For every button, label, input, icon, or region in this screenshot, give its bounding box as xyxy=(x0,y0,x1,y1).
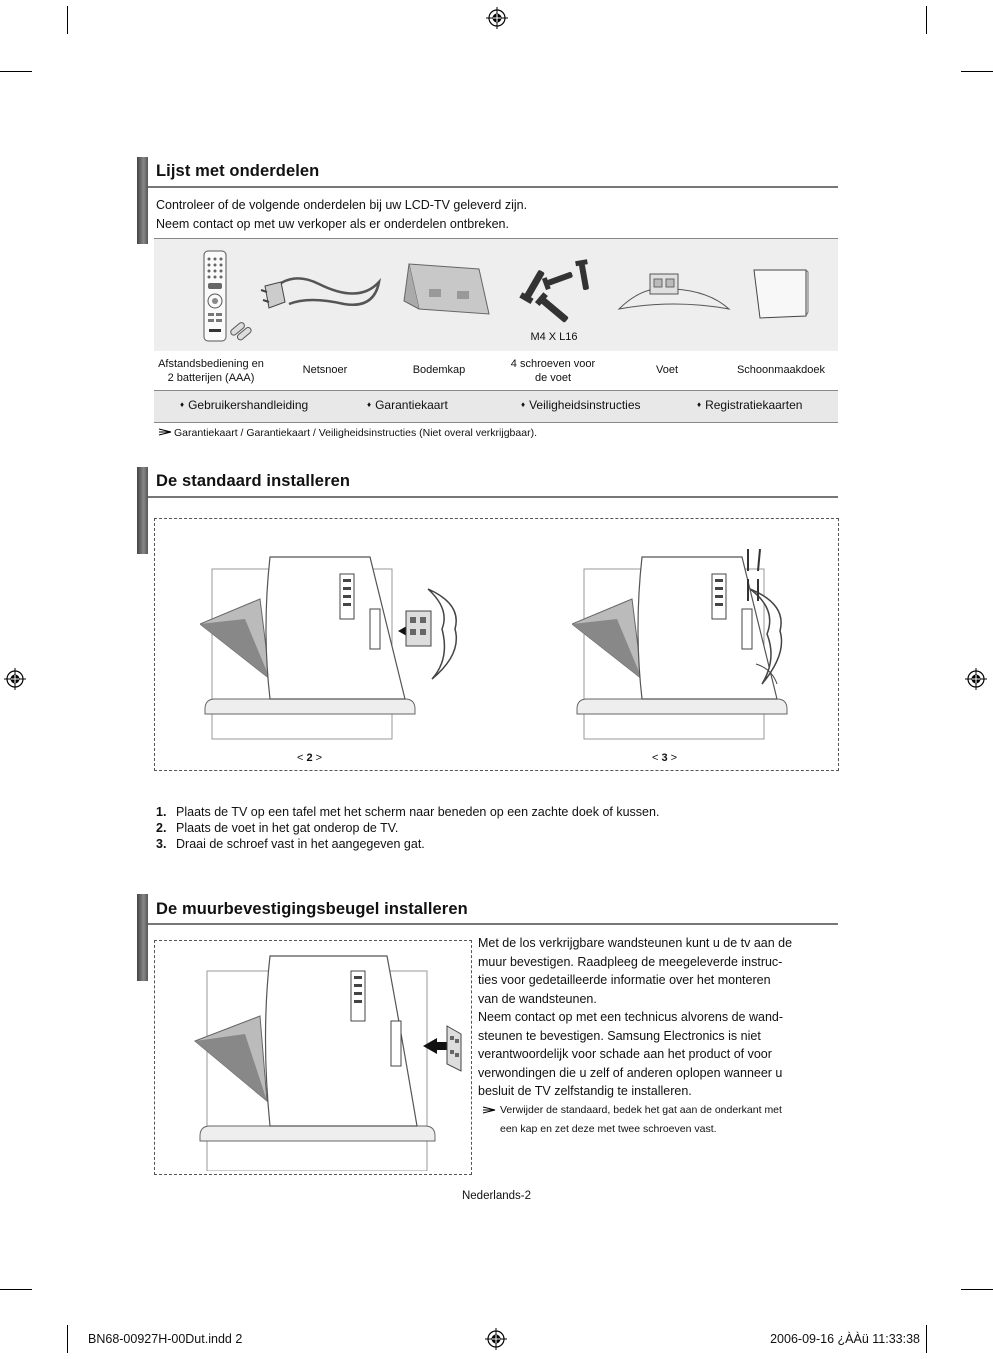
remote-control-icon xyxy=(194,249,254,344)
caption-number: 3 xyxy=(661,752,668,764)
registration-mark-icon xyxy=(965,668,987,690)
step-text: Plaats de TV op een tafel met het scherm naar beneden op een zachte doek of kussen. xyxy=(176,805,660,819)
part-label-line: 2 batterijen (AAA) xyxy=(167,372,255,384)
crop-mark xyxy=(926,1325,927,1353)
section-accent-bar xyxy=(137,467,148,554)
intro-text xyxy=(156,196,527,234)
figure-attach-stand xyxy=(200,549,480,749)
step-item xyxy=(156,820,659,836)
screws-icon xyxy=(509,259,599,334)
crop-mark xyxy=(0,1289,32,1290)
bottom-cover-icon xyxy=(399,259,494,324)
figure-caption-3 xyxy=(652,752,677,764)
registration-mark-icon xyxy=(4,668,26,690)
crop-mark xyxy=(67,1325,68,1353)
crop-mark xyxy=(961,1289,993,1290)
caption-bracket: > xyxy=(667,752,678,764)
paragraph-line: verwondingen die u zelf of anderen oplopen wanneer u xyxy=(478,1065,783,1080)
registration-mark-icon xyxy=(485,1328,507,1350)
doc-item-registration: ♦ Registratiekaarten xyxy=(697,398,802,412)
section-divider xyxy=(148,496,838,498)
step-number: 3. xyxy=(156,837,167,851)
section-title-stand: De standaard installeren xyxy=(156,472,351,490)
part-label-power-cord: Netsnoer xyxy=(302,364,348,376)
registration-mark-icon xyxy=(486,7,508,29)
part-label-stand: Voet xyxy=(655,364,679,376)
part-label-line: de voet xyxy=(534,372,572,384)
section-divider xyxy=(148,186,838,188)
installation-steps xyxy=(156,804,659,852)
figure-caption-2 xyxy=(297,752,322,764)
wall-mount-note xyxy=(500,1101,782,1139)
step-text: Plaats de voet in het gat onderop de TV. xyxy=(176,821,399,835)
note-arrow-icon xyxy=(158,427,172,437)
crop-mark xyxy=(961,71,993,72)
section-divider xyxy=(148,923,838,925)
stand-figure-frame xyxy=(154,518,839,771)
step-item xyxy=(156,804,659,820)
part-label-line: 4 schroeven voor xyxy=(510,358,596,370)
doc-item-warranty: ♦ Garantiekaart xyxy=(367,398,448,412)
parts-illustration-panel xyxy=(154,238,838,351)
note-arrow-icon xyxy=(482,1105,496,1115)
paragraph-line: van de wandsteunen. xyxy=(478,991,597,1006)
paragraph-line: verantwoordelijk voor schade aan het product of voor xyxy=(478,1047,772,1061)
part-label-remote xyxy=(154,357,268,385)
paragraph-line: muur bevestigen. Raadpleeg de meegeleverde instruc- xyxy=(478,954,783,969)
screw-spec-label: M4 X L16 xyxy=(530,331,578,343)
intro-line: Neem contact op met uw verkoper als er onderdelen ontbreken. xyxy=(156,217,509,231)
crop-mark xyxy=(67,6,68,34)
step-text: Draai de schroef vast in het aangegeven gat. xyxy=(176,837,425,851)
stand-icon xyxy=(614,269,734,319)
step-number: 1. xyxy=(156,805,167,819)
step-item xyxy=(156,836,659,852)
step-number: 2. xyxy=(156,821,167,835)
crop-mark xyxy=(0,71,32,72)
part-label-screws xyxy=(496,357,610,385)
page-number-label: Nederlands-2 xyxy=(461,1190,532,1202)
paragraph-line: Neem contact op met een technicus alvorens de wand- xyxy=(478,1010,784,1024)
paragraph-line: besluit de TV zelfstandig te installeren. xyxy=(478,1084,692,1098)
section-accent-bar xyxy=(137,157,148,244)
section-title-parts: Lijst met onderdelen xyxy=(156,162,320,180)
wall-mount-description xyxy=(478,934,823,1101)
power-cord-icon xyxy=(259,264,384,324)
intro-line: Controleer of de volgende onderdelen bij uw LCD-TV geleverd zijn. xyxy=(156,198,528,212)
figure-wall-mount xyxy=(155,946,471,1171)
doc-item-safety: ♦ Veiligheidsinstructies xyxy=(521,398,641,412)
paragraph-line: steunen te bevestigen. Samsung Electronics is niet xyxy=(478,1028,761,1043)
caption-bracket: > xyxy=(312,752,323,764)
part-label-line: Afstandsbediening en xyxy=(158,358,264,370)
caption-number: 2 xyxy=(306,752,313,764)
note-line: een kap en zet deze met twee schroeven vast. xyxy=(500,1123,717,1135)
crop-mark xyxy=(926,6,927,34)
paragraph-line: ties voor gedetailleerde informatie over het monteren xyxy=(478,973,771,987)
part-label-bottom-cover: Bodemkap xyxy=(412,364,466,376)
part-label-cloth: Schoonmaakdoek xyxy=(736,364,826,376)
caption-bracket: < xyxy=(297,752,307,764)
parts-note: Garantiekaart / Garantiekaart / Veiligheidsinstructies (Niet overal verkrijgbaar). xyxy=(174,427,537,439)
wall-mount-figure-frame xyxy=(154,940,472,1175)
print-file-name: BN68-00927H-00Dut.indd 2 xyxy=(88,1332,243,1346)
note-line: Verwijder de standaard, bedek het gat aan de onderkant met xyxy=(500,1104,782,1116)
documents-row xyxy=(154,390,838,423)
section-accent-bar xyxy=(137,894,148,981)
caption-bracket: < xyxy=(652,752,662,764)
section-title-wall-mount: De muurbevestigingsbeugel installeren xyxy=(156,900,468,918)
cleaning-cloth-icon xyxy=(750,266,810,321)
paragraph-line: Met de los verkrijgbare wandsteunen kunt u de tv aan de xyxy=(478,936,793,950)
print-timestamp: 2006-09-16 ¿ÀÀü 11:33:38 xyxy=(770,1332,920,1346)
doc-item-manual: ♦ Gebruikershandleiding xyxy=(180,398,308,412)
figure-fasten-screws xyxy=(572,549,832,749)
